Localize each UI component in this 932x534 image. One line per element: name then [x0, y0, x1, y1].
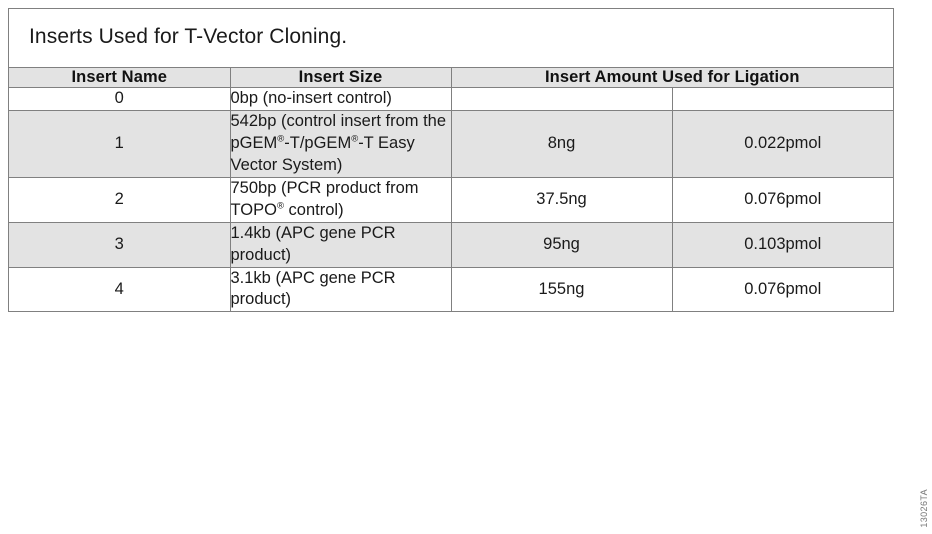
- insert-size-text: 3.1kb (APC gene PCR product): [230, 268, 396, 309]
- registered-mark-2: ®: [351, 133, 359, 145]
- table-row: [9, 110, 893, 177]
- table-row: [9, 222, 893, 267]
- insert-size-text-3: -T Easy Vector System): [230, 133, 415, 174]
- cell-insert-size: [230, 88, 451, 111]
- cell-insert-size: [230, 222, 451, 267]
- cell-amount-mass: 155ng: [451, 267, 672, 311]
- insert-size-text-2: -T/pGEM: [284, 133, 352, 152]
- header-insert-size: Insert Size: [230, 68, 451, 88]
- insert-size-text: 1.4kb (APC gene PCR product): [230, 223, 396, 264]
- table-row: [9, 88, 893, 111]
- cell-amount-moles: 0.076pmol: [672, 177, 893, 222]
- cell-amount-moles: 0.076pmol: [672, 267, 893, 311]
- cell-insert-name: 1: [9, 110, 230, 177]
- cell-insert-size: [230, 267, 451, 311]
- cell-amount-moles: 0.103pmol: [672, 222, 893, 267]
- cell-amount-moles: 0.022pmol: [672, 110, 893, 177]
- cell-insert-name: 0: [9, 88, 230, 111]
- table-title-row: [9, 9, 893, 68]
- cell-amount-mass: [451, 88, 672, 111]
- insert-size-text: 542bp (control insert from the pGEM: [230, 111, 447, 152]
- cell-insert-name: 4: [9, 267, 230, 311]
- insert-size-text-2: control): [283, 200, 344, 219]
- cell-amount-mass: 8ng: [451, 110, 672, 177]
- table-row: [9, 267, 893, 311]
- cell-insert-size: [230, 177, 451, 222]
- inserts-table: [9, 9, 893, 311]
- insert-size-text: 750bp (PCR product from TOPO: [230, 178, 419, 219]
- registered-mark: ®: [276, 200, 284, 212]
- table-header-row: [9, 68, 893, 88]
- table-container: [8, 8, 894, 312]
- cell-amount-mass: 95ng: [451, 222, 672, 267]
- figure-code: 13026TA: [919, 489, 929, 528]
- header-insert-amount: Insert Amount Used for Ligation: [451, 68, 893, 88]
- cell-insert-name: 2: [9, 177, 230, 222]
- cell-amount-moles: [672, 88, 893, 111]
- registered-mark: ®: [277, 133, 285, 145]
- cell-amount-mass: 37.5ng: [451, 177, 672, 222]
- header-insert-name: Insert Name: [9, 68, 230, 88]
- cell-insert-size: [230, 110, 451, 177]
- table-title: Inserts Used for T-Vector Cloning.: [9, 9, 893, 68]
- insert-size-text: 0bp (no-insert control): [230, 89, 392, 107]
- table-row: [9, 177, 893, 222]
- cell-insert-name: 3: [9, 222, 230, 267]
